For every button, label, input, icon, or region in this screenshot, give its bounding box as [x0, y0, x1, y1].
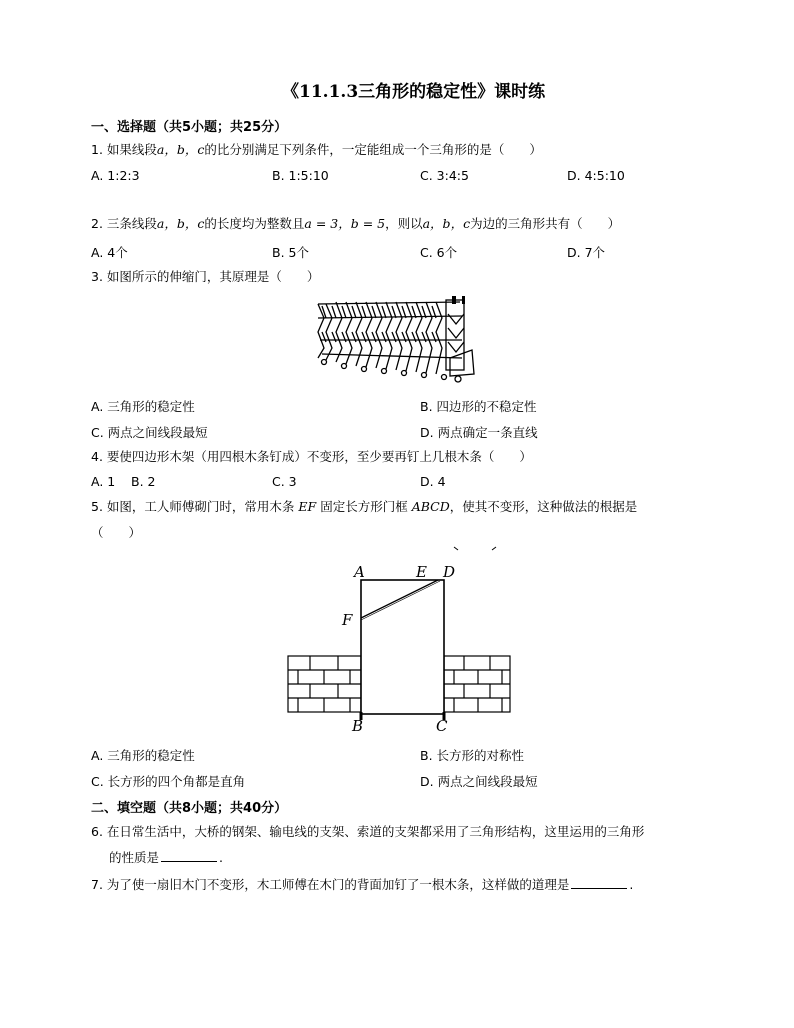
section-heading-choice: 一、选择题（共5小题；共25分）	[91, 120, 288, 135]
question-1-vars: a，b，c	[156, 142, 205, 157]
q4-option-c: C. 3	[272, 474, 297, 489]
question-1	[91, 141, 542, 159]
question-5-mid: 固定长方形门框	[320, 499, 408, 514]
q3-option-a: A. 三角形的稳定性	[91, 399, 195, 414]
question-5-ef: EF	[298, 499, 317, 514]
question-2-mid1: 的长度均为整数且	[204, 216, 305, 231]
q3-option-d: D. 两点确定一条直线	[420, 425, 538, 440]
question-5-pre: 5. 如图，工人师傅砌门时，常用木条	[91, 499, 295, 514]
q4-option-b: B. 2	[131, 474, 156, 489]
question-2-pre: 2. 三条线段	[91, 216, 157, 231]
q1-option-a: A. 1:2:3	[91, 168, 140, 183]
question-5-line2: （ ）	[91, 525, 142, 540]
q3-option-c: C. 两点之间线段最短	[91, 425, 208, 440]
question-2-vars2: a，b，c	[422, 216, 471, 231]
section-heading-fill: 二、填空题（共8小题；共40分）	[91, 801, 288, 816]
question-2	[91, 215, 620, 233]
q4-option-a: A. 1	[91, 474, 116, 489]
question-1-post: 的比分别满足下列条件，一定能组成一个三角形的是（ ）	[204, 142, 542, 157]
question-7-pre: 7. 为了使一扇旧木门不变形，木工师傅在木门的背面加钉了一根木条，这样做的道理是	[91, 877, 570, 892]
question-2-mid2: ，则以	[385, 216, 423, 231]
label-d: D	[443, 563, 456, 581]
label-f: F	[342, 611, 353, 629]
q3-option-b: B. 四边形的不稳定性	[420, 399, 537, 414]
question-2-vars: a，b，c	[156, 216, 205, 231]
label-b: B	[352, 717, 364, 735]
label-c: C	[436, 717, 448, 735]
question-2-post: 为边的三角形共有（ ）	[470, 216, 621, 231]
question-7	[91, 876, 633, 894]
page-title: 《11.1.3三角形的稳定性》课时练	[282, 82, 546, 102]
question-5-abcd: ABCD	[411, 499, 450, 514]
q2-option-c: C. 6个	[420, 245, 458, 260]
q2-option-d: D. 7个	[567, 245, 606, 260]
label-a: A	[354, 563, 365, 581]
q5-option-c: C. 长方形的四个角都是直角	[91, 774, 246, 789]
retractable-gate-figure	[312, 296, 478, 384]
q1-option-b: B. 1:5:10	[272, 168, 329, 183]
q5-option-b: B. 长方形的对称性	[420, 748, 525, 763]
question-5-post: ，使其不变形，这种做法的根据是	[449, 499, 638, 514]
question-2-eq: a = 3，b = 5	[304, 216, 386, 231]
question-1-pre: 1. 如果线段	[91, 142, 157, 157]
answer-blank-6[interactable]	[161, 849, 217, 862]
q1-option-d: D. 4:5:10	[567, 168, 625, 183]
q2-option-a: A. 4个	[91, 245, 128, 260]
question-4: 4. 要使四边形木架（用四根木条钉成）不变形，至少要再钉上几根木条（ ）	[91, 449, 532, 464]
door-frame-figure	[280, 544, 520, 740]
q2-option-b: B. 5个	[272, 245, 309, 260]
question-6-pre: 的性质是	[109, 850, 160, 865]
q1-option-c: C. 3:4:5	[420, 168, 469, 183]
question-3: 3. 如图所示的伸缩门，其原理是（ ）	[91, 269, 320, 284]
question-6-post: .	[219, 850, 223, 865]
q4-option-d: D. 4	[420, 474, 446, 489]
question-6-line1: 6. 在日常生活中，大桥的钢架、输电线的支架、索道的支架都采用了三角形结构，这里运用的三角形	[91, 824, 645, 839]
label-e: E	[416, 563, 427, 581]
question-7-post: .	[629, 877, 634, 892]
q5-option-a: A. 三角形的稳定性	[91, 748, 195, 763]
question-6-line2	[109, 849, 223, 867]
answer-blank-7[interactable]	[571, 876, 627, 889]
question-5	[91, 498, 637, 516]
q5-option-d: D. 两点之间线段最短	[420, 774, 538, 789]
